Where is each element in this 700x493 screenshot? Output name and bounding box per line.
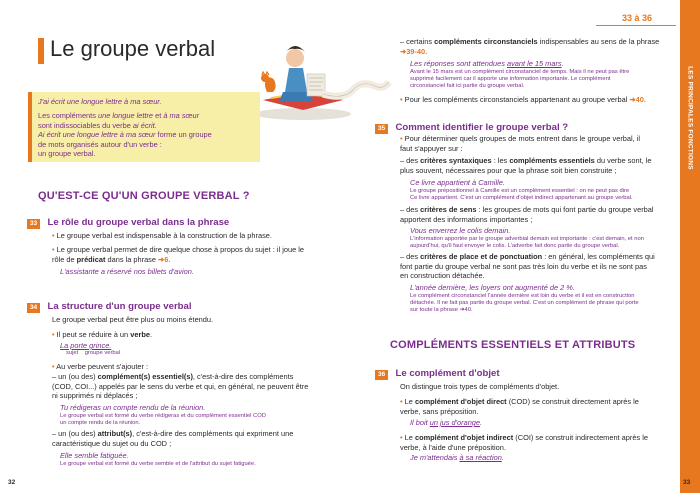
s36-intro: On distingue trois types de compléments d'objet.	[400, 382, 560, 391]
writer-illustration	[243, 30, 393, 122]
section-34-heading: 34 La structure d'un groupe verbal	[27, 296, 192, 314]
s34-bullet-2: • Au verbe peuvent s'ajouter :	[52, 362, 149, 371]
s35-note-2: L'information apportée par le groupe adverbial demain est importante : c'est demain, et non aujourd'hui, qu'il faut envoyer le colis. L'adverbe fait donc partie du groupe verbal.	[410, 236, 644, 249]
section-36-number: 36	[375, 370, 388, 380]
left-page-number: 32	[8, 479, 16, 486]
page-title: Le groupe verbal	[50, 36, 216, 61]
s36-example-1: Il boit un jus d'orange.	[410, 418, 483, 427]
chapter-range: 33 à 36	[622, 13, 653, 23]
s35-bullet: • Pour déterminer quels groupes de mots entrent dans le groupe verbal, il faut s'appuyer sur :	[400, 134, 641, 153]
top-bullet: • Pour les compléments circonstanciels appartenant au groupe verbal ➜40.	[400, 95, 646, 104]
s34-note-2: Le groupe verbal est formé du verbe rédigeras et du complément essentiel COD un compte rendu de la réunion.	[60, 413, 266, 426]
s34-dash-1: – un (ou des) complément(s) essentiel(s), c'est-à-dire des compléments (COD, COI...) appelés par le sens du verbe et qui, en général, ne peuvent être ni supprimés ni déplacés ;	[52, 372, 309, 401]
s34-example-2: Tu rédigeras un compte rendu de la réunion.	[60, 403, 206, 412]
s34-note-3: Le groupe verbal est formé du verbe semble et de l'attribut du sujet fatiguée.	[60, 461, 256, 467]
s35-criterion-1: – des critères syntaxiques : les compléments essentiels du verbe sont, le plus souvent, nécessaires pour que la phrase soit bien construite ;	[400, 156, 652, 175]
intro-example: J'ai écrit une longue lettre à ma sœur.	[38, 97, 162, 106]
section-33-heading: 33 Le rôle du groupe verbal dans la phrase	[27, 212, 229, 230]
s35-note-3: Le complément circonstanciel l'année dernière est loin du verbe et il est en construction détachée. Il ne fait pas partie du groupe verbal. C'est un complément de phrase qui porte sur toute la phrase ➜40.	[410, 293, 639, 313]
s34-intro: Le groupe verbal peut être plus ou moins étendu.	[52, 315, 214, 324]
s34-example-1-labels: sujet groupe verbal	[66, 350, 121, 356]
s35-example-3: L'année dernière, les loyers ont augmenté de 2 %.	[410, 283, 575, 292]
header-rule	[596, 25, 676, 26]
section-heading-what-is: QU'EST-CE QU'UN GROUPE VERBAL ?	[38, 190, 250, 202]
section-33-number: 33	[27, 219, 40, 229]
s33-example: L'assistante a réservé nos billets d'avion.	[60, 267, 194, 276]
top-example: Les réponses sont attendues avant le 15 mars.	[410, 59, 564, 68]
s34-example-3: Elle semble fatiguée.	[60, 451, 129, 460]
s35-example-2: Vous enverrez le colis demain.	[410, 226, 511, 235]
section-36-heading: 36 Le complément d'objet	[375, 363, 500, 381]
s36-bullet-2: • Le complément d'objet indirect (COI) se construit indirectement après le verbe, à l'aide d'une préposition.	[400, 433, 648, 452]
top-note: Avant le 15 mars est un complément circonstanciel de temps. Mais il ne peut pas être supprimé facilement car il apporte une information importante. Le complément circonstanciel fait ici partie du groupe verbal.	[410, 69, 630, 89]
s33-bullet-2: • Le groupe verbal permet de dire quelque chose à propos du sujet : il joue le rôle de prédicat dans la phrase ➜6.	[52, 245, 304, 264]
s35-criterion-2: – des critères de sens : les groupes de mots qui font partie du groupe verbal apportent des informations importantes ;	[400, 205, 654, 224]
s33-bullet-1: • Le groupe verbal est indispensable à la construction de la phrase.	[52, 231, 272, 240]
s36-example-2: Je m'attendais à sa réaction.	[410, 453, 504, 462]
s34-example-1: La porte grince.	[60, 341, 112, 350]
s35-example-1: Ce livre appartient à Camille.	[410, 178, 505, 187]
intro-paragraph: Les compléments une longue lettre et à ma sœur sont indissociables du verbe ai écrit. Ai écrit une longue lettre à ma sœur forme un groupe de mots organisés autour d'un verbe : un groupe verbal.	[38, 111, 212, 159]
s36-bullet-1: • Le complément d'objet direct (COD) se construit directement après le verbe, sans préposition.	[400, 397, 639, 416]
top-dash-line: – certains compléments circonstanciels indispensables au sens de la phrase ➜39-40.	[400, 37, 660, 56]
s34-dash-2: – un (ou des) attribut(s), c'est-à-dire des compléments qui expriment une caractéristique du sujet ou du COD ;	[52, 429, 294, 448]
section-35-heading: 35 Comment identifier le groupe verbal ?	[375, 117, 568, 135]
section-34-number: 34	[27, 303, 40, 313]
title-accent-bar	[38, 38, 44, 64]
side-tab-label: LES PRINCIPALES FONCTIONS	[686, 66, 694, 170]
intro-accent	[28, 92, 32, 162]
s34-bullet-1: • Il peut se réduire à un verbe.	[52, 330, 153, 339]
section-35-number: 35	[375, 124, 388, 134]
right-page-number: 33	[683, 479, 691, 486]
section-heading-complements: COMPLÉMENTS ESSENTIELS ET ATTRIBUTS	[390, 339, 636, 351]
s35-note-1: Le groupe prépositionnel à Camille est un complément essentiel : on ne peut pas dire Ce livre appartient. C'est un complément d'objet indirect appartenant au groupe verbal.	[410, 188, 633, 201]
s35-criterion-3: – des critères de place et de ponctuation : en général, les compléments qui font partie du groupe verbal ne sont pas très loin du verbe et ils ne sont pas en construction détachée.	[400, 252, 655, 281]
